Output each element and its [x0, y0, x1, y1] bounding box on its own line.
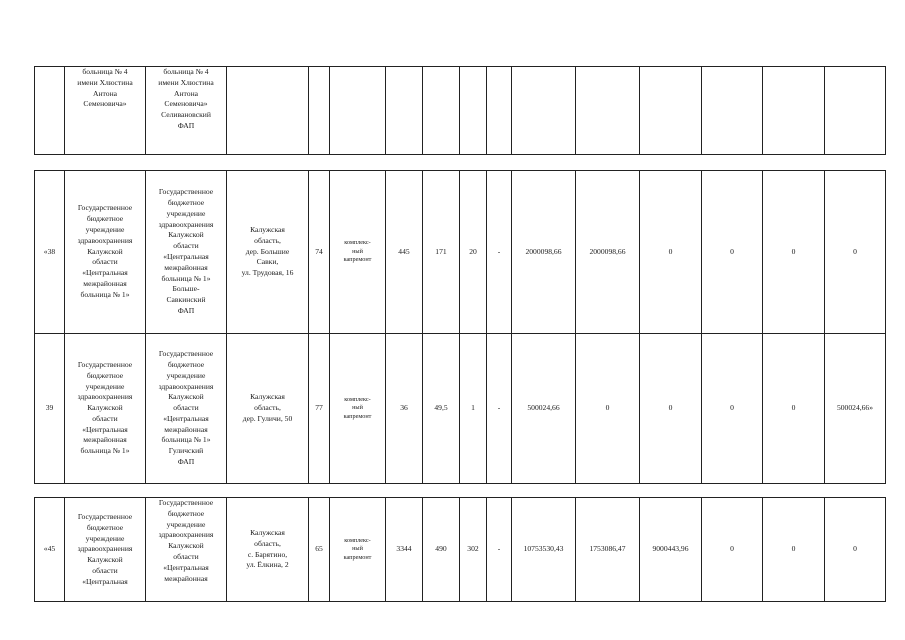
cell-c1: 3344: [386, 498, 423, 602]
cell-c3: 20: [460, 171, 487, 334]
cell-address: Калужская область, дер. Большие Савки, ул. Трудовая, 16: [227, 171, 309, 334]
cell-v4: 0: [763, 498, 825, 602]
cell-c3: 1: [460, 334, 487, 484]
cell-work: комплекс- ный капремонт: [330, 334, 386, 484]
cell-v3: 0: [702, 334, 763, 484]
cell-c4: -: [487, 171, 512, 334]
cell-v4: 0: [763, 334, 825, 484]
cell-work: [330, 67, 386, 155]
cell-v1: 1753086,47: [576, 498, 640, 602]
cell-facility: Государственное бюджетное учреждение здравоохранения Калужской области «Центральная межрайонная: [146, 498, 227, 602]
cell-c4: [487, 67, 512, 155]
cell-org: больница № 4 имени Хлюстина Антона Семеновича»: [65, 67, 146, 155]
table-row: [35, 334, 886, 484]
cell-v1: [576, 67, 640, 155]
table-row: [35, 67, 886, 155]
cell-v4: 0: [763, 171, 825, 334]
cell-facility: Государственное бюджетное учреждение здравоохранения Калужской области «Центральная межрайонная больница № 1» Гуличский ФАП: [146, 334, 227, 484]
table-fragment-top: [34, 66, 886, 155]
cell-address: Калужская область, с. Барятино, ул. Ёлкина, 2: [227, 498, 309, 602]
cell-v2: [640, 67, 702, 155]
cell-work: комплекс- ный капремонт: [330, 171, 386, 334]
cell-c2: 490: [423, 498, 460, 602]
cell-v2: 0: [640, 334, 702, 484]
cell-c4: -: [487, 334, 512, 484]
cell-v3: 0: [702, 171, 763, 334]
cell-org: Государственное бюджетное учреждение здравоохранения Калужской области «Центральная межрайонная больница № 1»: [65, 334, 146, 484]
table-fragment-middle: [34, 170, 886, 484]
cell-v2: 9000443,96: [640, 498, 702, 602]
cell-year: [309, 67, 330, 155]
cell-org: Государственное бюджетное учреждение здравоохранения Калужской области «Центральная: [65, 498, 146, 602]
cell-num: [35, 67, 65, 155]
cell-c2: 49,5: [423, 334, 460, 484]
cell-total: 10753530,43: [512, 498, 576, 602]
cell-facility: Государственное бюджетное учреждение здравоохранения Калужской области «Центральная межрайонная больница № 1» Больше- Савкинский ФАП: [146, 171, 227, 334]
table-fragment-bottom: [34, 497, 886, 602]
cell-v3: 0: [702, 498, 763, 602]
table-row: [35, 498, 886, 602]
cell-v2: 0: [640, 171, 702, 334]
cell-year: 65: [309, 498, 330, 602]
cell-num: 39: [35, 334, 65, 484]
cell-c2: [423, 67, 460, 155]
cell-c1: [386, 67, 423, 155]
cell-total: [512, 67, 576, 155]
cell-num: «38: [35, 171, 65, 334]
cell-c3: [460, 67, 487, 155]
cell-v4: [763, 67, 825, 155]
cell-v5: [825, 67, 886, 155]
cell-v3: [702, 67, 763, 155]
cell-address: Калужская область, дер. Гуличи, 50: [227, 334, 309, 484]
table-row: [35, 171, 886, 334]
cell-c1: 445: [386, 171, 423, 334]
cell-total: 500024,66: [512, 334, 576, 484]
cell-total: 2000098,66: [512, 171, 576, 334]
cell-address: [227, 67, 309, 155]
cell-v5: 0: [825, 171, 886, 334]
cell-c2: 171: [423, 171, 460, 334]
cell-work: комплекс- ный капремонт: [330, 498, 386, 602]
cell-v1: 0: [576, 334, 640, 484]
cell-v1: 2000098,66: [576, 171, 640, 334]
cell-c1: 36: [386, 334, 423, 484]
cell-c3: 302: [460, 498, 487, 602]
cell-num: «45: [35, 498, 65, 602]
cell-year: 74: [309, 171, 330, 334]
cell-org: Государственное бюджетное учреждение здравоохранения Калужской области «Центральная межрайонная больница № 1»: [65, 171, 146, 334]
cell-v5: 0: [825, 498, 886, 602]
cell-c4: -: [487, 498, 512, 602]
cell-v5: 500024,66»: [825, 334, 886, 484]
cell-facility: больница № 4 имени Хлюстина Антона Семеновича» Селивановский ФАП: [146, 67, 227, 155]
cell-year: 77: [309, 334, 330, 484]
